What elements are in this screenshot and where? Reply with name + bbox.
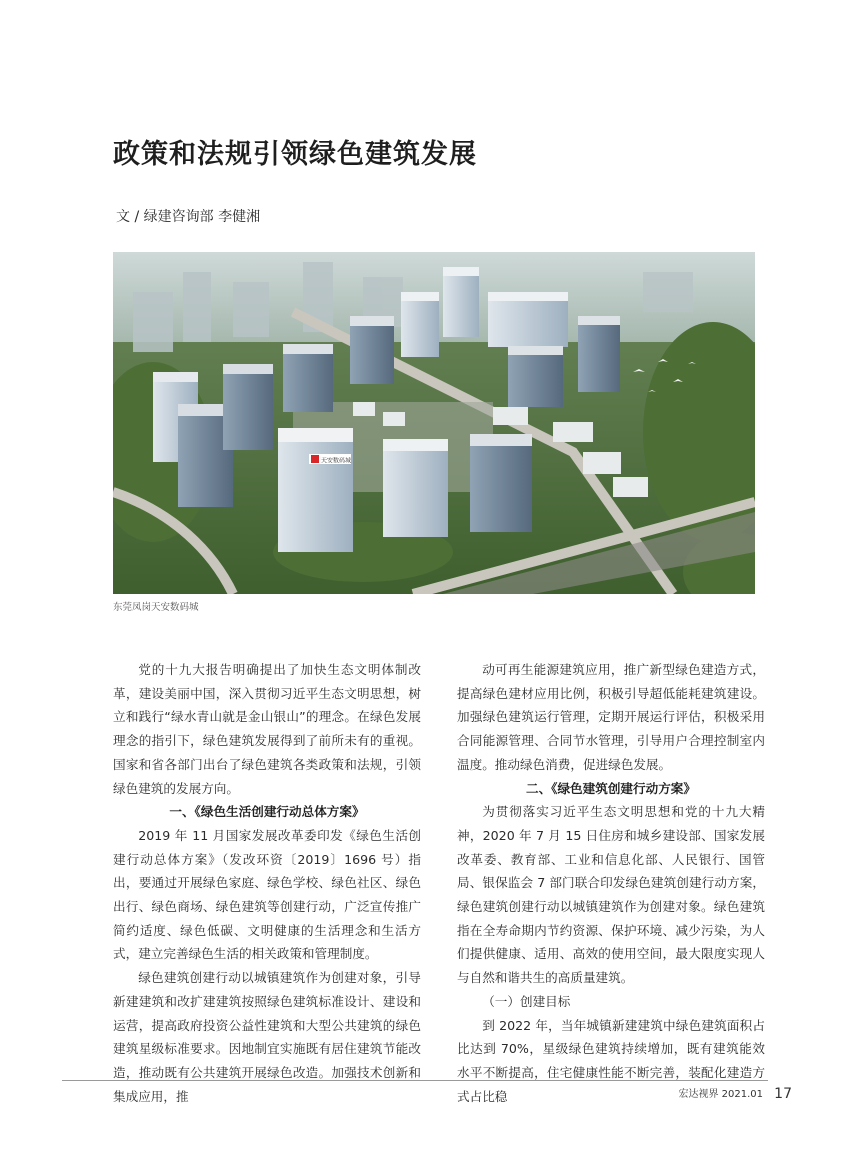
section-heading-1: 一、《绿色生活创建行动总体方案》: [169, 804, 365, 820]
image-caption: 东莞凤岗天安数码城: [113, 602, 199, 613]
page-number: 17: [774, 1086, 792, 1102]
article-byline: 文 / 绿建咨询部 李健湘: [116, 209, 261, 225]
tower-sign-text: 天安数码城: [321, 457, 352, 465]
journal-name: 宏达视界 2021.01: [678, 1089, 763, 1100]
right-paragraph-1: 动可再生能源建筑应用，推广新型绿色建造方式，提高绿色建材应用比例，积极引导超低能耗建筑建设。加强绿色建筑运行管理，定期开展运行评估，积极采用合同能源管理、合同节水管理，引导用户合理控制室内温度。推动绿色消费，促进绿色发展。: [457, 662, 765, 772]
left-paragraph-2: 2019 年 11 月国家发展改革委印发《绿色生活创建行动总体方案》（发改环资〔2019〕1696 号）指出，要通过开展绿色家庭、绿色学校、绿色社区、绿色出行、绿色商场、绿色建筑等创建行动，广泛宣传推广简约适度、绿色低碳、文明健康的生活理念和生活方式，建立完善绿色生活的相关政策和管理制度。: [113, 827, 421, 962]
right-paragraph-3: 到 2022 年，当年城镇新建建筑中绿色建筑面积占比达到 70%，星级绿色建筑持续增加，既有建筑能效水平不断提高，住宅健康性能不断完善，装配化建造方式占比稳: [457, 1017, 765, 1104]
footer-divider: [62, 1080, 768, 1081]
right-paragraph-2: 为贯彻落实习近平生态文明思想和党的十九大精神，2020 年 7 月 15 日住房和城乡建设部、国家发展改革委、教育部、工业和信息化部、人民银行、国管局、银保监会 7 部门联合印发绿色建筑创建行动方案，绿色建筑创建行动以城镇建筑作为创建对象。绿色建筑指在全寿命期内节约资源、保护环境、减少污染，为人们提供健康、适用、高效的使用空间，最大限度实现人与自然和谐共生的高质量建筑。: [457, 804, 765, 986]
subsection-heading: （一）创建目标: [482, 993, 571, 1009]
article-title: 政策和法规引领绿色建筑发展: [113, 139, 477, 170]
page-footer: [678, 1085, 792, 1102]
right-column: [457, 658, 765, 1108]
left-column: [113, 658, 421, 1108]
section-heading-2: 二、《绿色建筑创建行动方案》: [525, 780, 696, 796]
left-paragraph-1: 党的十九大报告明确提出了加快生态文明体制改革，建设美丽中国，深入贯彻习近平生态文明思想，树立和践行“绿水青山就是金山银山”的理念。在绿色发展理念的指引下，绿色建筑发展得到了前所未有的重视。国家和省各部门出台了绿色建筑各类政策和法规，引领绿色建筑的发展方向。: [113, 662, 421, 796]
hero-image: [113, 252, 755, 594]
aerial-city-rendering: [113, 252, 755, 594]
left-paragraph-3: 绿色建筑创建行动以城镇建筑作为创建对象，引导新建建筑和改扩建建筑按照绿色建筑标准设计、建设和运营，提高政府投资公益性建筑和大型公共建筑的绿色建筑星级标准要求。因地制宜实施既有居住建筑节能改造，推动既有公共建筑开展绿色改造。加强技术创新和集成应用，推: [113, 970, 421, 1104]
